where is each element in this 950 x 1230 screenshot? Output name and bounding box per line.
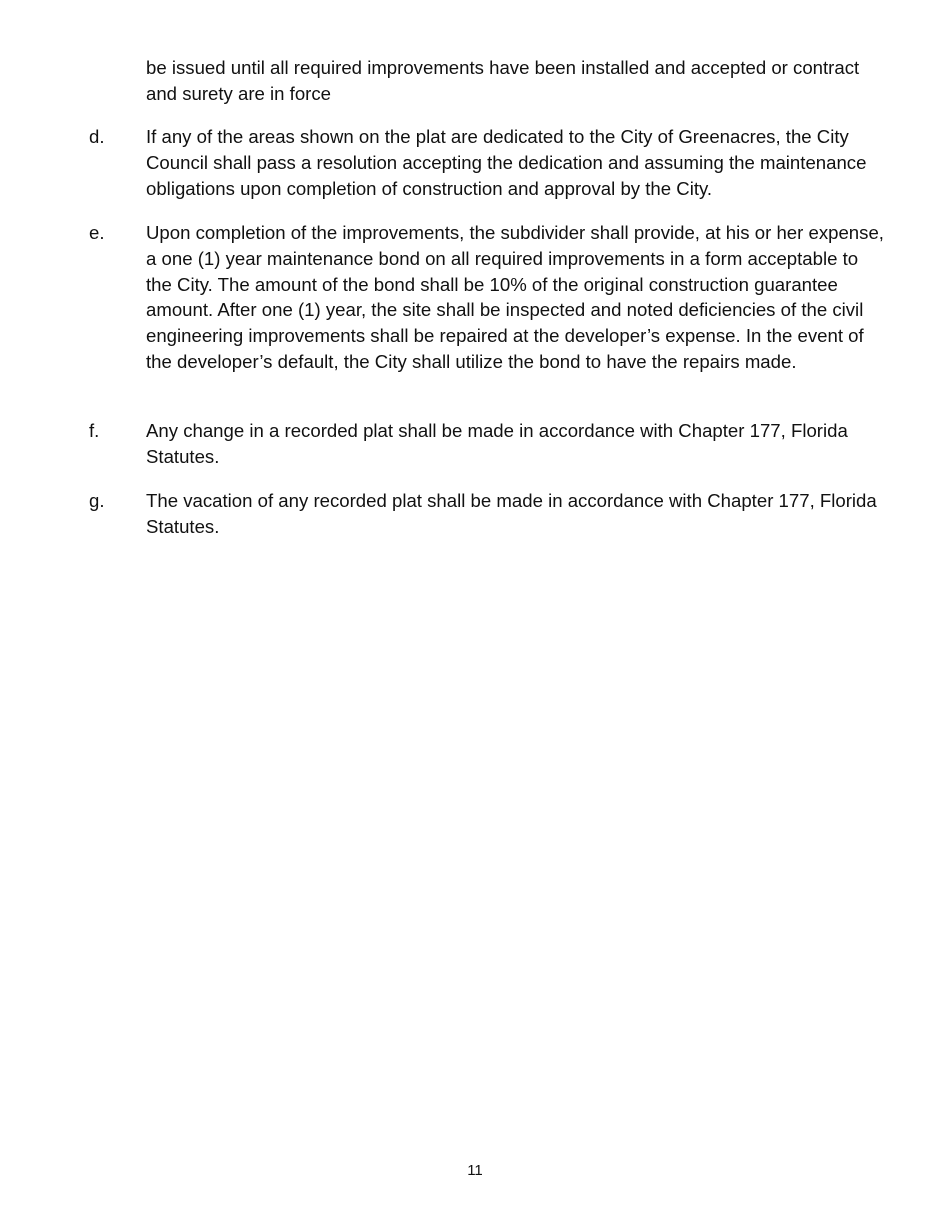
list-item-text: Upon completion of the improvements, the subdivider shall provide, at his or her expense, a one (1) year maintenance bond on all required improvements in a form acceptable to the City. The amount of the bond shall be 10% of the original construction guarantee amount. After one (1) year, the site shall be inspected and noted deficiencies of the civil engineering improvements shall be repaired at the developer’s expense. In the event of the developer’s default, the City shall utilize the bond to have the repairs made. (146, 222, 884, 372)
page-number: 11 (467, 1162, 483, 1179)
continuation-paragraph: be issued until all required improvements have been installed and accepted or contract and surety are in force (146, 57, 860, 104)
list-marker: d. (89, 126, 105, 147)
list-marker: g. (89, 490, 105, 511)
list-item-text: The vacation of any recorded plat shall be made in accordance with Chapter 177, Florida Statutes. (146, 490, 877, 537)
list-marker: e. (89, 222, 105, 243)
list-item-text: Any change in a recorded plat shall be made in accordance with Chapter 177, Florida Statutes. (146, 420, 848, 467)
list-marker: f. (89, 420, 100, 441)
list-item-text: If any of the areas shown on the plat are dedicated to the City of Greenacres, the City Council shall pass a resolution accepting the dedication and assuming the maintenance obligations upon completion of construction and approval by the City. (146, 126, 867, 199)
